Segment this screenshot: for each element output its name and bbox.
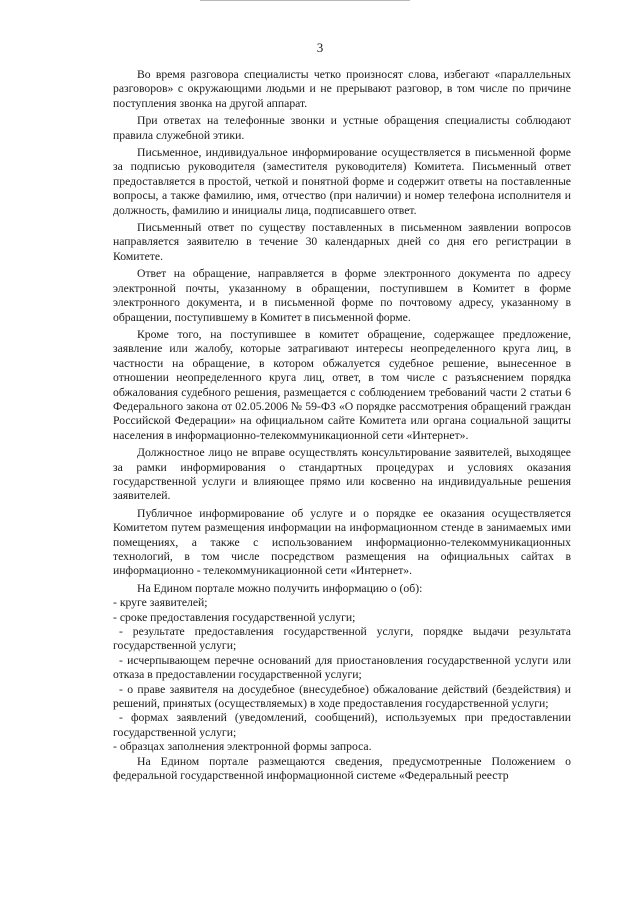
- paragraph-written-reply-deadline: Письменный ответ по существу поставленных в письменном заявлении вопросов направляется заявителю в течение 30 календарных дней со дня его регистрации в Комитете.: [113, 221, 571, 263]
- list-item: - результате предоставления государственной услуги, порядке выдачи результата государственной услуги;: [113, 625, 571, 653]
- list-item: - круге заявителей;: [113, 596, 208, 610]
- paragraph-electronic-reply: Ответ на обращение, направляется в форме электронного документа по адресу электронной почты, указанному в обращении, поступившем в Комитет в форме электронного документа, и в письменной форме по почтовому адресу, указанному в обращении, поступившему в Комитет в письменной форме.: [113, 267, 571, 324]
- scan-edge-line: [200, 0, 410, 1]
- paragraph-phone-conversation: Во время разговора специалисты четко произносят слова, избегают «параллельных разговоров» с окружающими людьми и не прерывают разговор, в том числе по причине поступления звонка на другой аппарат.: [113, 68, 571, 110]
- paragraph-consulting-limits: Должностное лицо не вправе осуществлять консультирование заявителей, выходящее за рамки информирования о стандартных процедурах и условиях оказания государственной услуги и влияющее прямо или косвенно на индивидуальные решения заявителей.: [113, 446, 571, 503]
- paragraph-portal-info: На Едином портале размещаются сведения, предусмотренные Положением о федеральной государственной информационной системе «Федеральный реестр: [113, 754, 571, 783]
- list-item: - исчерпывающем перечне оснований для приостановления государственной услуги или отказа в предоставлении государственной услуги;: [113, 653, 571, 682]
- list-intro: На Едином портале можно получить информацию о (об):: [137, 581, 423, 595]
- list-item: - о праве заявителя на досудебное (внесудебное) обжалование действий (бездействия) и решений, принятых (осуществляемых) в ходе предоставления государственной услуги;: [113, 682, 571, 711]
- document-body: [113, 68, 571, 787]
- paragraph-indefinite-circle: Кроме того, на поступившее в комитет обращение, содержащее предложение, заявление или жалобу, которые затрагивают интересы неопределенного круга лиц, в частности на обращение, в котором обжалуется судебное решение, вынесенное в отношении неопределенного круга лиц, ответ, в том числе с разъяснением порядка обжалования судебного решения, размещается с соблюдением требований части 2 статьи 6 Федерального закона от 02.05.2006 № 59-ФЗ «О порядке рассмотрения обращений граждан Российской Федерации» на официальном сайте Комитета или органа социальной защиты населения в информационно-телекоммуникационной сети «Интернет».: [113, 327, 571, 442]
- page-number: 3: [316, 40, 324, 55]
- paragraph-public-informing: Публичное информирование об услуге и о порядке ее оказания осуществляется Комитетом путем размещения информации на информационном стенде в занимаемых ими помещениях, а также с использованием информационно-телекоммуникационных технологий, в том числе посредством размещения на официальных сайтах в информационно - телекоммуникационной сети «Интернет».: [113, 506, 571, 578]
- list-item: - сроке предоставления государственной услуги;: [113, 610, 356, 624]
- paragraph-written-informing: Письменное, индивидуальное информирование осуществляется в письменной форме за подписью руководителя (заместителя руководителя) Комитета. Письменный ответ предоставляется в простой, четкой и понятной форме и содержит ответы на поставленные вопросы, а также фамилию, имя, отчество (при наличии) и номер телефона исполнителя и должность, фамилию и инициалы лица, подписавшего ответ.: [113, 146, 571, 217]
- list-item: - формах заявлений (уведомлений, сообщений), используемых при предоставлении государственной услуги;: [113, 711, 571, 739]
- paragraph-service-ethics: При ответах на телефонные звонки и устные обращения специалисты соблюдают правила служебной этики.: [113, 114, 571, 142]
- list-item: - образцах заполнения электронной формы запроса.: [113, 740, 372, 754]
